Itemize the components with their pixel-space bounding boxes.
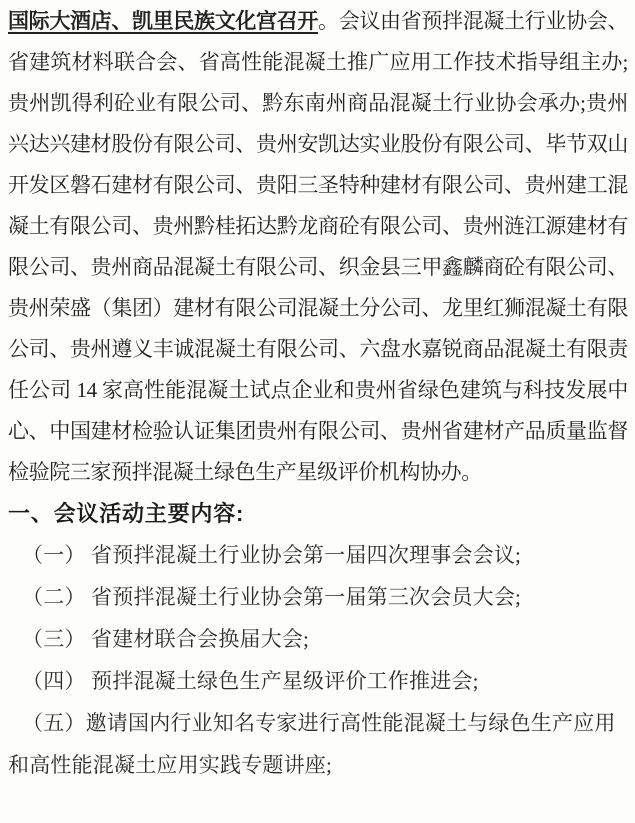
meeting-venue-emphasis: 国际大酒店、凯里民族文化宫召开 xyxy=(8,10,319,33)
agenda-item-5: （五）邀请国内行业知名专家进行高性能混凝土与绿色生产应用和高性能混凝土应用实践专题讲座; xyxy=(8,711,616,777)
agenda-item-2: （二） 省预拌混凝土行业协会第一届第三次会员大会; xyxy=(22,585,522,609)
opening-body-text: 。会议由省预拌混凝土行业协会、省建筑材料联合会、省高性能混凝土推广应用工作技术指导组主办;贵州凯得利砼业有限公司、黔东南州商品混凝土行业协会承办;贵州兴达兴建材股份有限公司、贵州安凯达实业股份有限公司、毕节双山开发区磐石建材有限公司、贵阳三圣特种建材有限公司、贵州建工混凝土有限公司、贵州黔桂拓达黔龙商砼有限公司、贵州涟江源建材有限公司、贵州商品混凝土有限公司、织金县三甲鑫麟商砼有限公司、贵州荣盛（集团）建材有限公司混凝土分公司、龙里红狮混凝土有限公司、贵州遵义丰诚混凝土有限公司、六盘水嘉锐商品混凝土有限责任公司 14 家高性能混凝土试点企业和贵州省绿色建筑与科技发展中心、中国建材检验认证集团贵州有限公司、贵州省建材产品质量监督检验院三家预拌混凝土绿色生产星级评价机构协办。 xyxy=(8,9,629,484)
agenda-item-3: （三） 省建材联合会换届大会; xyxy=(22,627,310,651)
agenda-list xyxy=(8,534,628,786)
opening-paragraph xyxy=(8,1,628,493)
section-heading-agenda: 一、会议活动主要内容: xyxy=(8,501,245,526)
agenda-item-4: （四） 预拌混凝土绿色生产星级评价工作推进会; xyxy=(22,669,479,693)
agenda-item-1: （一） 省预拌混凝土行业协会第一届四次理事会会议; xyxy=(22,543,522,567)
